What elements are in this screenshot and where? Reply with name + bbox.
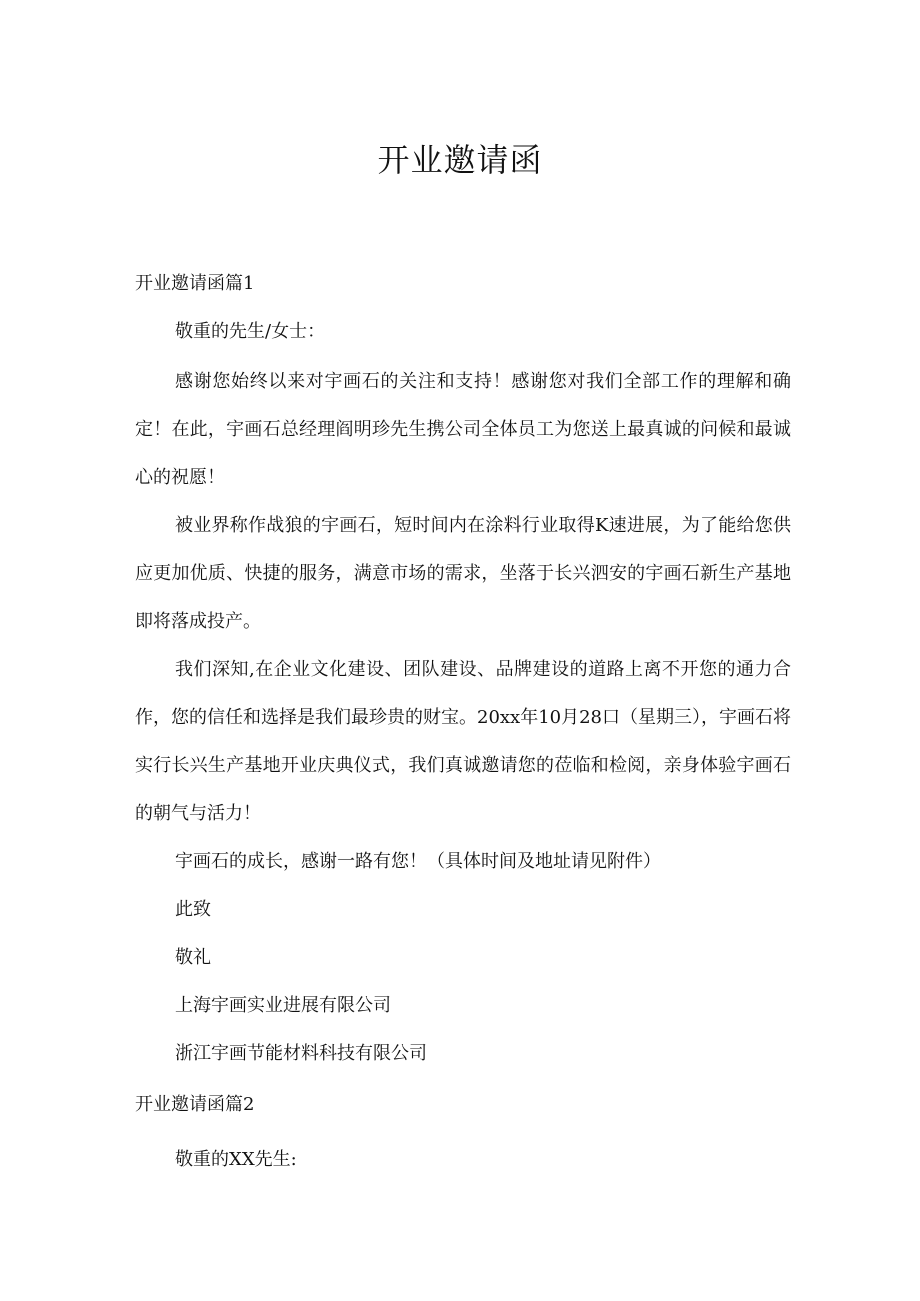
section-1-regards-1: 此致	[175, 899, 211, 920]
section-1-paragraph-1: 感谢您始终以来对宇画石的关注和支持！感谢您对我们全部工作的理解和确定！在此，宇画石总经理阎明珍先生携公司全体员工为您送上最真诚的问候和最诚心的祝愿！	[135, 371, 791, 488]
section-1-paragraph-2: 被业界称作战狼的宇画石，短时间内在涂料行业取得K速进展，为了能给您供应更加优质、快捷的服务，满意市场的需求，坐落于长兴泗安的宇画石新生产基地即将落成投产。	[135, 515, 791, 632]
section-1-salutation: 敬重的先生/女士：	[175, 321, 326, 342]
section-2-salutation: 敬重的XX先生:	[175, 1149, 297, 1170]
section-1-regards-2: 敬礼	[175, 947, 211, 968]
section-1-company-2: 浙江宇画节能材料科技有限公司	[175, 1043, 427, 1064]
section-1-heading: 开业邀请函篇1	[135, 273, 255, 294]
section-2-heading: 开业邀请函篇2	[135, 1094, 255, 1115]
section-1-closing-line: 宇画石的成长，感谢一路有您！（具体时间及地址请见附件）	[175, 851, 661, 872]
section-1-company-1: 上海宇画实业进展有限公司	[175, 995, 391, 1016]
document-title: 开业邀请函	[377, 141, 543, 179]
section-1-paragraph-3: 我们深知,在企业文化建设、团队建设、品牌建设的道路上离不开您的通力合作，您的信任和选择是我们最珍贵的财宝。20xx年10月28口（星期三），宇画石将实行长兴生产基地开业庆典仪式，我们真诚邀请您的莅临和检阅，亲身体验宇画石的朝气与活力！	[135, 659, 792, 824]
